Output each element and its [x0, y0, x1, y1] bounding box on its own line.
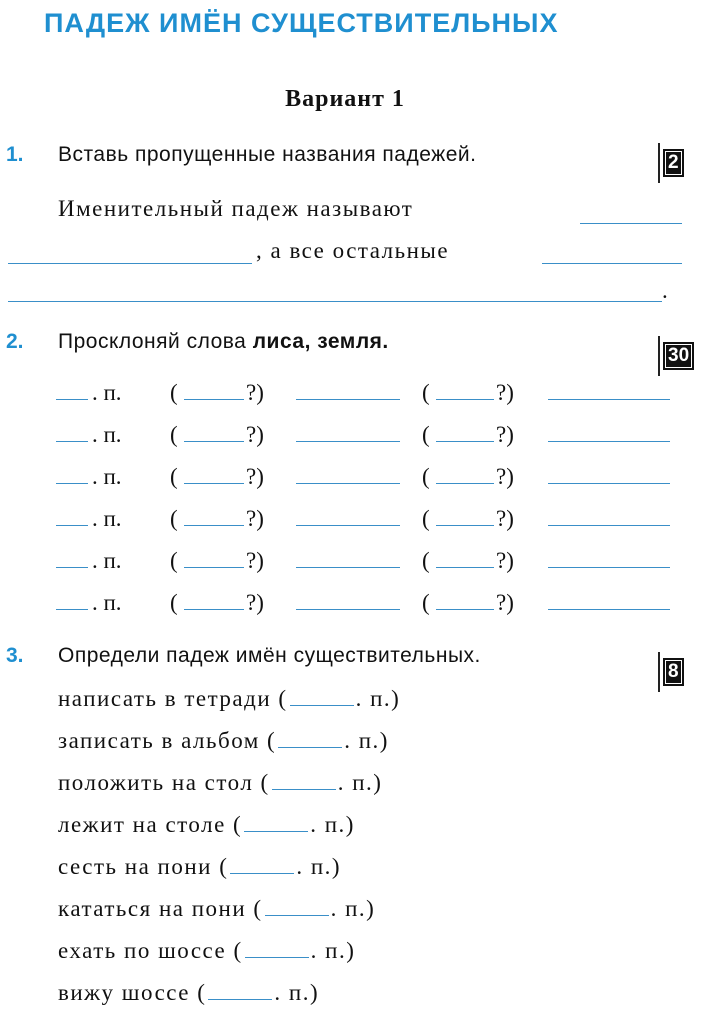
case-answer-blank[interactable] — [272, 788, 336, 790]
case-number-blank[interactable] — [56, 609, 88, 610]
case-suffix: . п. — [92, 590, 122, 615]
phrase-text: сесть на пони ( — [58, 854, 229, 879]
question-blank[interactable] — [184, 525, 244, 526]
answer-blank[interactable] — [8, 262, 252, 264]
word-form-blank-1[interactable] — [296, 525, 400, 526]
case-number-blank[interactable] — [56, 399, 88, 400]
word-form-blank-1[interactable] — [296, 441, 400, 442]
phrase-suffix: . п.) — [310, 938, 356, 963]
question-close: ?) — [246, 380, 264, 405]
case-answer-blank[interactable] — [230, 872, 294, 874]
task-1-points-badge — [658, 143, 684, 183]
word-form-blank-2[interactable] — [548, 483, 670, 484]
question-close: ?) — [496, 548, 514, 573]
case-answer-blank[interactable] — [245, 956, 309, 958]
word-form-blank-1[interactable] — [296, 399, 400, 400]
phrase-item — [58, 686, 400, 712]
phrase-text: записать в альбом ( — [58, 728, 277, 753]
task-1-instruction: Вставь пропущенные названия падежей. — [58, 143, 477, 166]
word-form-blank-1[interactable] — [296, 609, 400, 610]
question-open: ( — [170, 422, 178, 447]
question-close: ?) — [246, 548, 264, 573]
phrase-item — [58, 854, 341, 880]
question-blank[interactable] — [184, 567, 244, 568]
phrase-suffix: . п.) — [296, 854, 342, 879]
word-form-blank-1[interactable] — [296, 567, 400, 568]
word-form-blank-2[interactable] — [548, 399, 670, 400]
phrase-suffix: . п.) — [344, 728, 389, 753]
phrase-suffix: . п.) — [274, 980, 320, 1005]
question-close: ?) — [496, 590, 514, 615]
question-open: ( — [170, 590, 178, 615]
case-number-blank[interactable] — [56, 441, 88, 442]
variant-heading: Вариант 1 — [285, 86, 405, 112]
points-value: 2 — [663, 149, 684, 177]
question-close: ?) — [496, 506, 514, 531]
phrase-item — [58, 896, 375, 922]
task-3-number: 3. — [6, 644, 24, 667]
phrase-text: положить на стол ( — [58, 770, 270, 795]
case-suffix: . п. — [92, 422, 122, 447]
task-1-line-2 — [256, 238, 449, 264]
page-title: ПАДЕЖ ИМЁН СУЩЕСТВИТЕЛЬНЫХ — [44, 8, 559, 38]
phrase-text: кататься на пони ( — [58, 896, 263, 921]
question-close: ?) — [496, 464, 514, 489]
case-answer-blank[interactable] — [208, 998, 272, 1000]
question-blank[interactable] — [436, 525, 494, 526]
question-open: ( — [170, 548, 178, 573]
case-answer-blank[interactable] — [244, 830, 308, 832]
question-open: ( — [422, 590, 430, 615]
case-suffix: . п. — [92, 506, 122, 531]
points-value: 30 — [663, 342, 694, 370]
phrase-suffix: . п.) — [337, 770, 383, 795]
question-close: ?) — [246, 464, 264, 489]
task-1-text-2: , а все остальные — [256, 238, 450, 263]
question-blank[interactable] — [436, 567, 494, 568]
case-number-blank[interactable] — [56, 483, 88, 484]
phrase-text: ехать по шоссе ( — [58, 938, 243, 963]
task-2-points-badge — [658, 336, 694, 376]
phrase-text: вижу шоссе ( — [58, 980, 207, 1005]
case-answer-blank[interactable] — [265, 914, 329, 916]
phrase-item — [58, 728, 389, 754]
question-close: ?) — [496, 422, 514, 447]
phrase-suffix: . п.) — [330, 896, 376, 921]
question-open: ( — [170, 464, 178, 489]
task-1-line-1 — [58, 196, 413, 222]
phrase-suffix: . п.) — [355, 686, 401, 711]
case-suffix: . п. — [92, 548, 122, 573]
question-close: ?) — [246, 590, 264, 615]
points-value: 8 — [663, 658, 684, 686]
case-answer-blank[interactable] — [278, 746, 342, 748]
task-3-points-badge — [658, 652, 684, 692]
question-blank[interactable] — [184, 483, 244, 484]
phrase-suffix: . п.) — [310, 812, 355, 837]
word-form-blank-2[interactable] — [548, 441, 670, 442]
question-blank[interactable] — [184, 441, 244, 442]
answer-blank[interactable] — [542, 262, 682, 264]
task-3-instruction: Определи падеж имён существительных. — [58, 644, 481, 667]
case-number-blank[interactable] — [56, 525, 88, 526]
task-2-number: 2. — [6, 330, 24, 353]
question-blank[interactable] — [436, 399, 494, 400]
case-number-blank[interactable] — [56, 567, 88, 568]
question-open: ( — [170, 506, 178, 531]
answer-blank[interactable] — [580, 222, 682, 224]
word-form-blank-1[interactable] — [296, 483, 400, 484]
case-suffix: . п. — [92, 464, 122, 489]
question-open: ( — [422, 422, 430, 447]
task-2-instruction-prefix: Просклоняй слова — [58, 330, 247, 353]
phrase-item — [58, 770, 382, 796]
question-close: ?) — [246, 506, 264, 531]
phrase-text: лежит на столе ( — [58, 812, 243, 837]
question-blank[interactable] — [184, 399, 244, 400]
answer-blank[interactable] — [8, 300, 662, 302]
task-2-instruction — [58, 330, 389, 354]
question-open: ( — [422, 464, 430, 489]
phrase-item — [58, 938, 355, 964]
task-1-number: 1. — [6, 143, 24, 166]
question-blank[interactable] — [436, 609, 494, 610]
question-blank[interactable] — [436, 483, 494, 484]
task-1-line-3-end: . — [662, 278, 670, 303]
question-blank[interactable] — [184, 609, 244, 610]
task-2-instruction-words: лиса, земля. — [252, 330, 389, 353]
word-form-blank-2[interactable] — [548, 609, 670, 610]
question-open: ( — [422, 506, 430, 531]
question-open: ( — [422, 548, 430, 573]
question-close: ?) — [246, 422, 264, 447]
word-form-blank-2[interactable] — [548, 567, 670, 568]
question-blank[interactable] — [436, 441, 494, 442]
phrase-item — [58, 980, 319, 1006]
task-1-text-1: Именительный падеж называют — [58, 196, 414, 221]
case-answer-blank[interactable] — [290, 704, 354, 706]
phrase-text: написать в тетради ( — [58, 686, 288, 711]
phrase-item — [58, 812, 355, 838]
question-open: ( — [170, 380, 178, 405]
question-close: ?) — [496, 380, 514, 405]
case-suffix: . п. — [92, 380, 122, 405]
question-open: ( — [422, 380, 430, 405]
word-form-blank-2[interactable] — [548, 525, 670, 526]
